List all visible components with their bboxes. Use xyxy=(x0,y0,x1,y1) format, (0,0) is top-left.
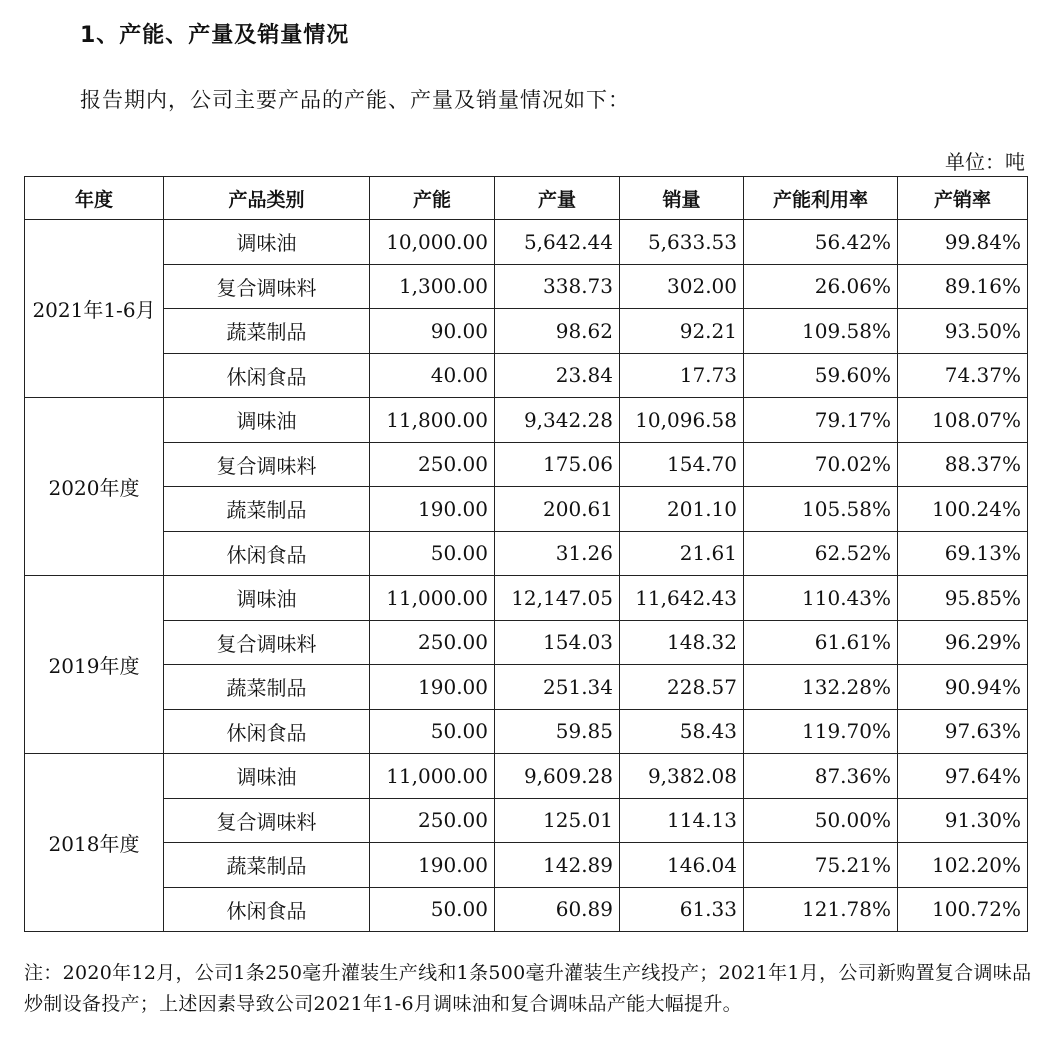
cell-capacity: 50.00 xyxy=(370,887,495,932)
cell-output: 200.61 xyxy=(495,487,620,532)
cell-capacity: 11,000.00 xyxy=(370,576,495,621)
cell-sell-through: 89.16% xyxy=(898,264,1028,309)
cell-output: 125.01 xyxy=(495,798,620,843)
cell-sales: 114.13 xyxy=(620,798,744,843)
cell-category: 蔬菜制品 xyxy=(164,487,370,532)
table-row xyxy=(25,665,1028,710)
table-row xyxy=(25,798,1028,843)
cell-category: 复合调味料 xyxy=(164,620,370,665)
cell-sales: 61.33 xyxy=(620,887,744,932)
cell-utilization: 79.17% xyxy=(744,398,898,443)
cell-utilization: 121.78% xyxy=(744,887,898,932)
footnote: 注：2020年12月，公司1条250毫升灌装生产线和1条500毫升灌装生产线投产；2021年1月，公司新购置复合调味品炒制设备投产；上述因素导致公司2021年1-6月调味油和复合调味品产能大幅提升。 xyxy=(24,962,1032,1015)
table-row xyxy=(25,309,1028,354)
cell-utilization: 109.58% xyxy=(744,309,898,354)
cell-capacity: 190.00 xyxy=(370,843,495,888)
cell-sales: 5,633.53 xyxy=(620,220,744,265)
cell-sell-through: 99.84% xyxy=(898,220,1028,265)
cell-utilization: 50.00% xyxy=(744,798,898,843)
cell-category: 调味油 xyxy=(164,398,370,443)
cell-sell-through: 91.30% xyxy=(898,798,1028,843)
table-row xyxy=(25,398,1028,443)
cell-utilization: 119.70% xyxy=(744,709,898,754)
header-sales: 销量 xyxy=(620,177,744,220)
cell-capacity: 50.00 xyxy=(370,531,495,576)
cell-sell-through: 88.37% xyxy=(898,442,1028,487)
cell-capacity: 190.00 xyxy=(370,665,495,710)
cell-sell-through: 97.63% xyxy=(898,709,1028,754)
table-header-row xyxy=(25,177,1028,220)
cell-sell-through: 69.13% xyxy=(898,531,1028,576)
cell-sell-through: 96.29% xyxy=(898,620,1028,665)
cell-output: 59.85 xyxy=(495,709,620,754)
cell-output: 154.03 xyxy=(495,620,620,665)
table-row xyxy=(25,531,1028,576)
cell-utilization: 105.58% xyxy=(744,487,898,532)
cell-utilization: 56.42% xyxy=(744,220,898,265)
table-body xyxy=(25,220,1028,932)
cell-category: 复合调味料 xyxy=(164,264,370,309)
table-row xyxy=(25,576,1028,621)
table-row xyxy=(25,709,1028,754)
header-category: 产品类别 xyxy=(164,177,370,220)
capacity-output-sales-table xyxy=(24,176,1028,932)
cell-category: 调味油 xyxy=(164,754,370,799)
cell-capacity: 11,000.00 xyxy=(370,754,495,799)
cell-output: 251.34 xyxy=(495,665,620,710)
cell-category: 蔬菜制品 xyxy=(164,665,370,710)
table-row xyxy=(25,887,1028,932)
cell-category: 休闲食品 xyxy=(164,531,370,576)
cell-output: 31.26 xyxy=(495,531,620,576)
cell-capacity: 10,000.00 xyxy=(370,220,495,265)
table-row xyxy=(25,620,1028,665)
cell-sales: 154.70 xyxy=(620,442,744,487)
cell-capacity: 11,800.00 xyxy=(370,398,495,443)
cell-sell-through: 97.64% xyxy=(898,754,1028,799)
cell-category: 调味油 xyxy=(164,576,370,621)
cell-capacity: 50.00 xyxy=(370,709,495,754)
header-sell-through: 产销率 xyxy=(898,177,1028,220)
cell-output: 9,342.28 xyxy=(495,398,620,443)
cell-sales: 228.57 xyxy=(620,665,744,710)
cell-capacity: 250.00 xyxy=(370,798,495,843)
cell-output: 60.89 xyxy=(495,887,620,932)
cell-sales: 11,642.43 xyxy=(620,576,744,621)
intro-paragraph: 报告期内，公司主要产品的产能、产量及销量情况如下： xyxy=(80,88,630,112)
cell-capacity: 250.00 xyxy=(370,620,495,665)
cell-category: 蔬菜制品 xyxy=(164,843,370,888)
cell-utilization: 59.60% xyxy=(744,353,898,398)
table-row xyxy=(25,353,1028,398)
header-year: 年度 xyxy=(25,177,164,220)
cell-output: 98.62 xyxy=(495,309,620,354)
cell-output: 142.89 xyxy=(495,843,620,888)
cell-category: 休闲食品 xyxy=(164,887,370,932)
cell-output: 23.84 xyxy=(495,353,620,398)
cell-sell-through: 100.72% xyxy=(898,887,1028,932)
table-row xyxy=(25,220,1028,265)
cell-sales: 17.73 xyxy=(620,353,744,398)
table-row xyxy=(25,264,1028,309)
cell-sell-through: 93.50% xyxy=(898,309,1028,354)
cell-utilization: 87.36% xyxy=(744,754,898,799)
cell-sales: 21.61 xyxy=(620,531,744,576)
cell-category: 复合调味料 xyxy=(164,798,370,843)
cell-category: 复合调味料 xyxy=(164,442,370,487)
cell-sales: 92.21 xyxy=(620,309,744,354)
cell-utilization: 132.28% xyxy=(744,665,898,710)
section-heading: 1、产能、产量及销量情况 xyxy=(80,23,350,48)
cell-utilization: 75.21% xyxy=(744,843,898,888)
cell-sales: 9,382.08 xyxy=(620,754,744,799)
cell-capacity: 190.00 xyxy=(370,487,495,532)
cell-capacity: 40.00 xyxy=(370,353,495,398)
cell-sell-through: 108.07% xyxy=(898,398,1028,443)
cell-year: 2021年1-6月 xyxy=(25,220,164,398)
table-row xyxy=(25,487,1028,532)
cell-utilization: 110.43% xyxy=(744,576,898,621)
cell-output: 12,147.05 xyxy=(495,576,620,621)
cell-sell-through: 95.85% xyxy=(898,576,1028,621)
cell-category: 调味油 xyxy=(164,220,370,265)
cell-sales: 146.04 xyxy=(620,843,744,888)
cell-output: 9,609.28 xyxy=(495,754,620,799)
cell-utilization: 70.02% xyxy=(744,442,898,487)
cell-sales: 148.32 xyxy=(620,620,744,665)
cell-year: 2019年度 xyxy=(25,576,164,754)
cell-sell-through: 74.37% xyxy=(898,353,1028,398)
cell-capacity: 250.00 xyxy=(370,442,495,487)
cell-sales: 302.00 xyxy=(620,264,744,309)
cell-sales: 58.43 xyxy=(620,709,744,754)
cell-output: 175.06 xyxy=(495,442,620,487)
cell-sales: 10,096.58 xyxy=(620,398,744,443)
cell-year: 2018年度 xyxy=(25,754,164,932)
table-row xyxy=(25,754,1028,799)
cell-category: 休闲食品 xyxy=(164,353,370,398)
cell-sell-through: 102.20% xyxy=(898,843,1028,888)
cell-output: 5,642.44 xyxy=(495,220,620,265)
cell-sales: 201.10 xyxy=(620,487,744,532)
cell-capacity: 90.00 xyxy=(370,309,495,354)
header-capacity: 产能 xyxy=(370,177,495,220)
cell-utilization: 62.52% xyxy=(744,531,898,576)
cell-sell-through: 100.24% xyxy=(898,487,1028,532)
table-row xyxy=(25,843,1028,888)
cell-category: 蔬菜制品 xyxy=(164,309,370,354)
cell-utilization: 61.61% xyxy=(744,620,898,665)
cell-sell-through: 90.94% xyxy=(898,665,1028,710)
header-output: 产量 xyxy=(495,177,620,220)
cell-year: 2020年度 xyxy=(25,398,164,576)
table-row xyxy=(25,442,1028,487)
header-utilization: 产能利用率 xyxy=(744,177,898,220)
unit-label: 单位：吨 xyxy=(945,150,1025,174)
cell-output: 338.73 xyxy=(495,264,620,309)
cell-capacity: 1,300.00 xyxy=(370,264,495,309)
cell-category: 休闲食品 xyxy=(164,709,370,754)
cell-utilization: 26.06% xyxy=(744,264,898,309)
